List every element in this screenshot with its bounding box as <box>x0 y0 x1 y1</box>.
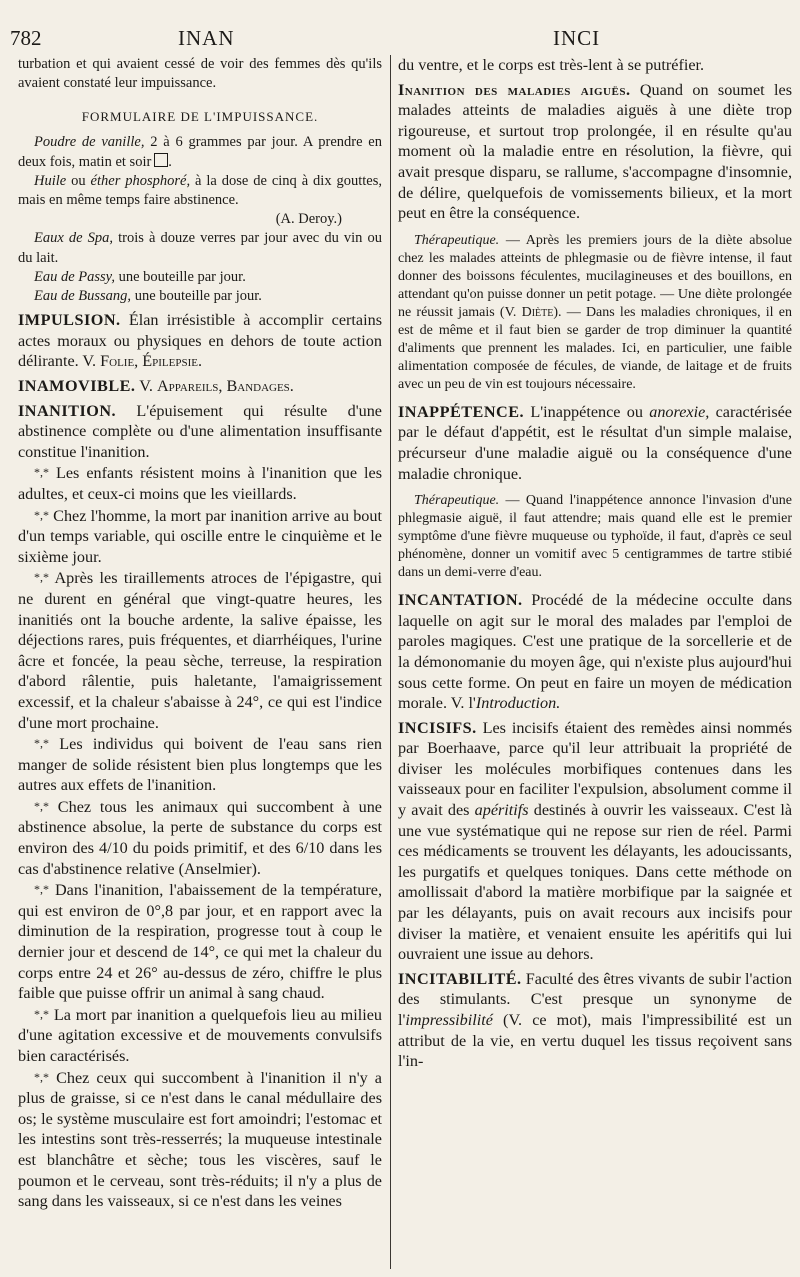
paragraph: *,* Chez ceux qui succombent à l'inanition il n'y a plus de graisse, si ce n'est dans le canal médullaire des os; le système musculaire est fort amoindri; l'estomac et les intestins sont très-resserrés; la muqueuse intestinale est blanchâtre et sèche; tous les viscères, sauf le poumon et le cerveau, sont très-réduits; il n'y a plus de sang dans les vaisseaux, si ce n'est dans les veines <box>18 1068 382 1211</box>
entry-incisifs: INCISIFS. Les incisifs étaient des remèdes ainsi nommés par Boerhaave, parce qu'il leur attribuait la propriété de diviser les molécules morbifiques contenues dans les vaisseaux pour en faciliter l'expulsion, absolument comme il y avait des apéritifs destinés à ouvrir les vaisseaux. C'est là une vue systématique qui ne repose sur rien de réel. Parmi ces médicaments se trouvent les délayants, les adoucissants, les purgatifs et quelques toniques. Dans cette méthode on amollissait d'abord la matière morbifique par la saignée et par les délayants, puis on avait recours aux incisifs pour diviser la matière, et venaient ensuite les apéritifs qui lui ouvraient une issue au dehors. <box>398 718 792 964</box>
paragraph: *,* Chez tous les animaux qui succombent à une abstinence absolue, la perte de substance du corps est environ des 4/10 du poids primitif, et des 6/10 dans les cas d'abstinence relative (Anselmier). <box>18 797 382 878</box>
paragraph: *,* Chez l'homme, la mort par inanition arrive au bout d'un temps variable, qui oscille entre le cinquième et le sixième jour. <box>18 506 382 566</box>
paragraph: *,* Après les tiraillements atroces de l'épigastre, qui ne durent en général que vingt-quatre heures, les inanitiés ont la bouche ardente, la salive épaisse, les déjections rares, puis fréquentes, et diarrhéiques, l'urine âcre et foncée, la peau sèche, terreuse, la respiration d'abord râlentie, puis haletante, l'amaigrissement excessif, et la chaleur s'abaisse à 24°, ce qui est l'indice d'une mort prochaine. <box>18 569 382 732</box>
asterism-icon: *,* <box>34 465 49 480</box>
asterism-icon: *,* <box>34 507 49 522</box>
formula-bussang: Eau de Bussang, une bouteille par jour. <box>34 288 262 305</box>
asterism-icon: *,* <box>34 1069 49 1084</box>
therapeutique-inappetence: Thérapeutique. — Quand l'inappétence annonce l'invasion d'une phlegmasie aiguë, il faut attendre; mais quand elle est le premier symptôme d'une fièvre muqueuse ou typhoïde, il faut, d'après ce seul phénomène, donner un vomitif avec 5 centigrammes de tartre stibié dans un demi-verre d'eau. <box>398 493 792 581</box>
page-number: 782 <box>10 26 42 50</box>
formula-vanille: Poudre de vanille, 2 à 6 grammes par jour. A prendre en deux fois, matin et soir . <box>18 134 382 170</box>
square-symbol-icon <box>154 153 168 167</box>
asterism-icon: *,* <box>34 882 49 897</box>
entry-incantation: INCANTATION. Procédé de la médecine occulte dans laquelle on agit sur le moral des malades par l'emploi de paroles magiques. C'est une pratique de la sorcellerie et de la démonomanie du moyen âge, qui n'existe plus aujourd'hui sous cette forme. On peut en faire un moyen de médication morale. V. l'Introduction. <box>398 591 792 713</box>
headword: INCISIFS. <box>398 718 477 737</box>
headword: IMPULSION. <box>18 311 121 330</box>
asterism-icon: *,* <box>34 798 49 813</box>
headword: INAPPÉTENCE. <box>398 402 525 421</box>
headword: Inanition des maladies aiguës. <box>398 80 631 99</box>
page-header <box>0 12 800 52</box>
entry-inamovible: INAMOVIBLE. V. Appareils, Bandages. <box>18 377 294 396</box>
asterism-icon: *,* <box>34 1006 49 1021</box>
entry-inappetence: INAPPÉTENCE. L'inappétence ou anorexie, caractérisée par le défaut d'appétit, est le résultat d'un simple malaise, précurseur d'une maladie aiguë ou la conséquence d'une maladie chronique. <box>398 402 792 483</box>
column-rule <box>390 55 391 1269</box>
therapeutique-inanition: Thérapeutique. — Après les premiers jours de la diète absolue chez les malades atteints de phlegmasie ou de fièvre intense, il faut donner des boissons féculentes, mucilagineuses et des bouillons, en attendant qu'on puisse donner un petit potage. — Une diète prolongée ne réussit jamais (V. Diète). — Dans les maladies chroniques, il en est de même et il faut bien se garder de trop diminuer la quantité d'aliments que prennent les malades. Ici, en particulier, une faible alimentation composée de fécules, de viande, de laitage et de fruits avec un peu de vin est toujours nécessaire. <box>398 232 792 392</box>
headword: INCANTATION. <box>398 591 523 610</box>
formula-passy: Eau de Passy, une bouteille par jour. <box>34 268 246 285</box>
formulaire-title: FORMULAIRE DE L'IMPUISSANCE. <box>81 109 319 125</box>
left-column <box>18 55 382 1273</box>
formula-spa: Eaux de Spa, trois à douze verres par jour avec du vin ou du lait. <box>18 230 382 266</box>
entry-impulsion: IMPULSION. Élan irrésistible à accomplir certains actes moraux ou physiques en dehors de toute action délirante. V. Folie, Épilepsie. <box>18 311 382 371</box>
asterism-icon: *,* <box>34 736 49 751</box>
entry-incitabilite: INCITABILITÉ. Faculté des êtres vivants de subir l'action des stimulants. C'est presque un synonyme de l'impressibilité (V. ce mot), mais l'impressibilité est un attribut de la vie, en vertu duquel les tissus reçoivent sans l'in- <box>398 969 792 1071</box>
asterism-icon: *,* <box>34 570 49 585</box>
formula-author: (A. Deroy.) <box>275 211 342 228</box>
formula-huile: Huile ou éther phosphoré, à la dose de cinq à dix gouttes, mais en même temps faire abstinence. <box>18 172 382 209</box>
running-head-right: INCI <box>553 26 601 50</box>
paragraph: *,* Les individus qui boivent de l'eau sans rien manger de solide résistent bien plus longtemps que les autres aux effets de l'inanition. <box>18 735 382 795</box>
paragraph: *,* Dans l'inanition, l'abaissement de la température, qui est environ de 0°,8 par jour, et en rapport avec la diminution de la respiration, progresse tout à coup le dernier jour et descend de 14°, ce qui met la chaleur du corps entre 24 et 26° au-dessus de zéro, chiffre le plus faible que puisse offrir un animal à sang chaud. <box>18 881 382 1003</box>
right-column <box>398 55 792 1273</box>
paragraph: *,* La mort par inanition a quelquefois lieu au milieu d'une agitation excessive et de mouvements convulsifs bien caractérisés. <box>18 1005 382 1066</box>
entry-inanition: INANITION. L'épuisement qui résulte d'une abstinence complète ou d'une alimentation insuffisante constitue l'inanition. <box>18 401 382 461</box>
running-head-left: INAN <box>178 26 235 50</box>
paragraph: *,* Les enfants résistent moins à l'inanition que les adultes, et ceux-ci moins que les vieillards. <box>18 464 382 503</box>
paragraph-continuation: du ventre, et le corps est très-lent à se putréfier. <box>398 56 705 74</box>
headword: INAMOVIBLE. <box>18 377 136 396</box>
entry-inanition-maladies-aigues: Inanition des maladies aiguës. Quand on soumet les malades atteints de maladies aiguës à une diète trop rigoureuse, et surtout trop prolongée, il en résulte qu'au moment où la maladie entre en résolution, la fièvre, qui avait presque disparu, se rallume, s'accompagne d'insomnie, de délire, quelquefois de vomissements bilieux, et la mort peut en être la conséquence. <box>398 80 792 223</box>
paragraph-continuation: turbation et qui avaient cessé de voir des femmes dès qu'ils avaient constaté leur impuissance. <box>18 56 382 92</box>
headword: INCITABILITÉ. <box>398 969 522 988</box>
headword: INANITION. <box>18 401 117 420</box>
